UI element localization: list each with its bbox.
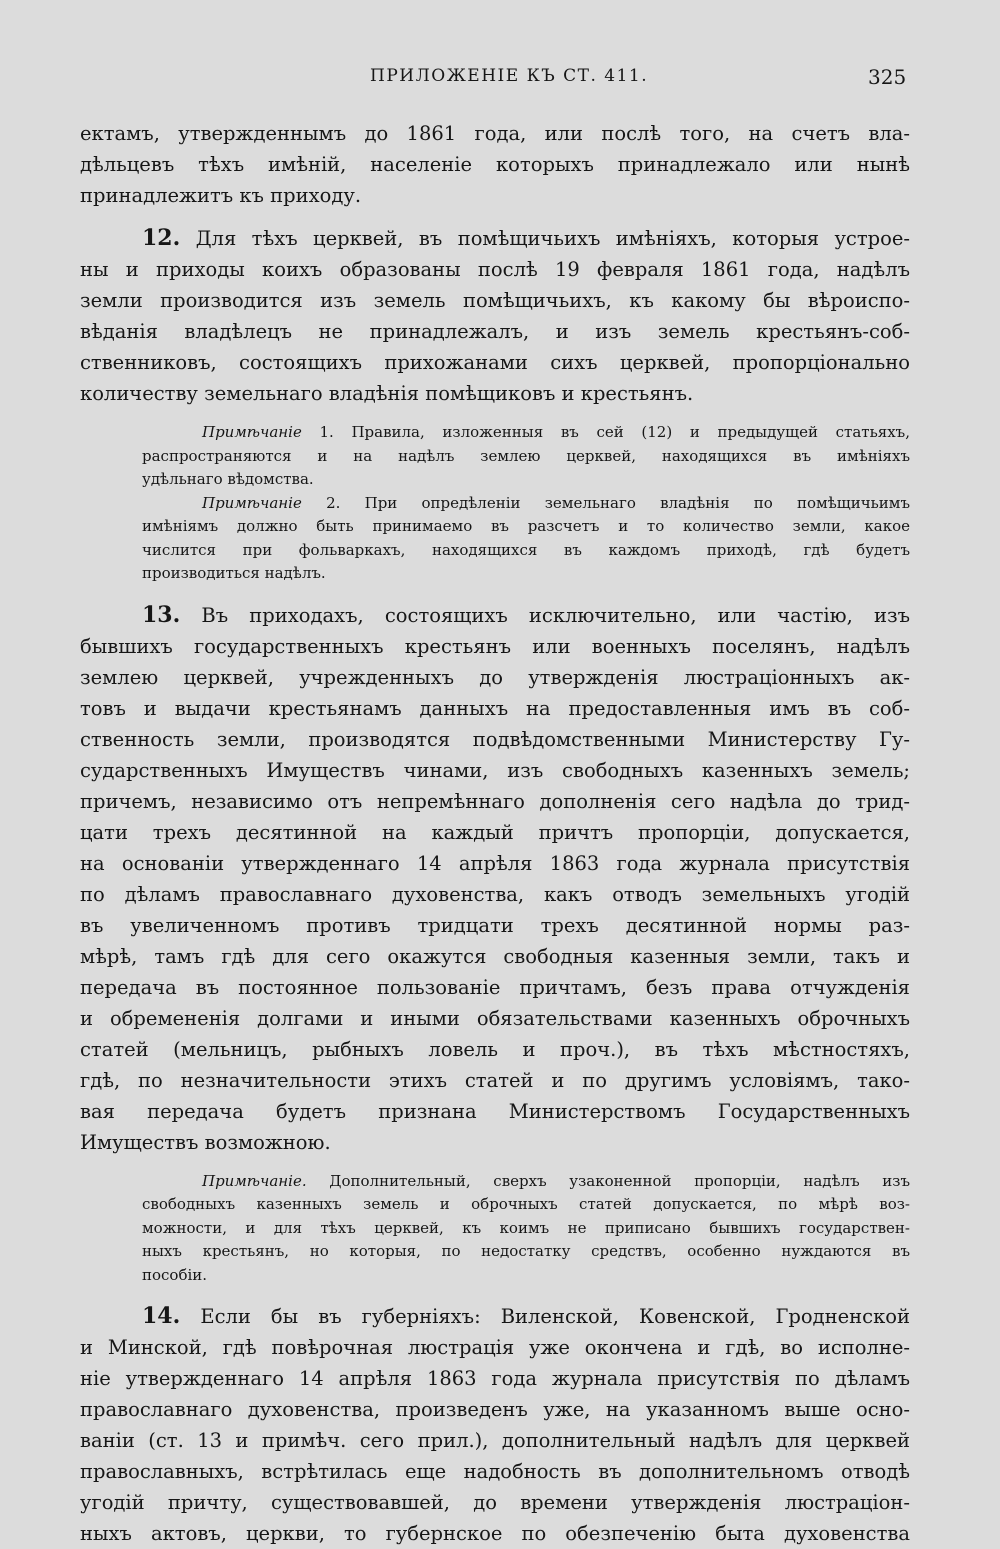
- text-line: гдѣ, по незначительности этихъ статей и по другимъ условіямъ, тако-: [80, 1068, 910, 1092]
- footnote-12-1: [142, 421, 910, 492]
- text-line: ственниковъ, состоящихъ прихожанами сихъ церквей, пропорціонально: [80, 351, 910, 374]
- paragraph-12: [80, 223, 910, 409]
- footnote-13: [142, 1170, 910, 1288]
- text-line: ственность земли, производятся подвѣдомственными Министерству Гу-: [80, 727, 910, 751]
- text-line: и Минской, гдѣ повѣрочная люстрація уже окончена и гдѣ, во исполне-: [80, 1336, 910, 1359]
- note-label: Примѣчаніе: [202, 493, 302, 512]
- note-line: свободныхъ казенныхъ земель и оброчныхъ статей допускается, по мѣрѣ воз-: [142, 1195, 910, 1213]
- note-line: ныхъ крестьянъ, но которыя, по недостатку средствъ, особенно нуждаются въ: [142, 1242, 910, 1260]
- text-line: по дѣламъ православнаго духовенства, какъ отводъ земельныхъ угодій: [80, 882, 910, 906]
- text-line: земли производится изъ земель помѣщичьихъ, къ какому бы вѣроиспо-: [80, 289, 910, 312]
- text-line: дѣльцевъ тѣхъ имѣній, населеніе которыхъ принадлежало или нынѣ: [80, 153, 910, 176]
- text-line: принадлежитъ къ приходу.: [80, 184, 362, 207]
- text-line: передача въ постоянное пользованіе причтамъ, безъ права отчужденія: [80, 975, 910, 999]
- note-line: удѣльнаго вѣдомства.: [142, 470, 314, 488]
- header-title: ПРИЛОЖЕНІЕ КЪ СТ. 411.: [370, 66, 649, 86]
- text-line: угодій причту, существовавшей, до времени утвержденія люстраціон-: [80, 1491, 910, 1514]
- text-line: ектамъ, утвержденнымъ до 1861 года, или послѣ того, на счетъ вла-: [80, 122, 910, 145]
- text-line: 14. Если бы въ губерніяхъ: Виленской, Ковенской, Гродненской: [142, 1303, 910, 1329]
- text-line: бывшихъ государственныхъ крестьянъ или военныхъ поселянъ, надѣлъ: [80, 634, 910, 658]
- article-number: 13.: [142, 601, 181, 628]
- paragraph-13: [80, 600, 910, 1158]
- text-line: ныхъ актовъ, церкви, то губернское по обезпеченію быта духовенства: [80, 1522, 910, 1545]
- text-line: 13. Въ приходахъ, состоящихъ исключительно, или частію, изъ: [142, 601, 910, 628]
- text-line: количеству земельнаго владѣнія помѣщиковъ и крестьянъ.: [80, 382, 694, 405]
- text-line: причемъ, независимо отъ непремѣннаго дополненія сего надѣла до трид-: [80, 789, 910, 813]
- note-line: числится при фольваркахъ, находящихся въ каждомъ приходѣ, гдѣ будетъ: [142, 540, 910, 559]
- note-label: Примѣчаніе: [202, 423, 302, 441]
- text-line: землею церквей, учрежденныхъ до утвержденія люстраціонныхъ ак-: [80, 665, 910, 689]
- text-line: православныхъ, встрѣтилась еще надобность въ дополнительномъ отводѣ: [80, 1460, 910, 1483]
- text-line: мѣрѣ, тамъ гдѣ для сего окажутся свободныя казенныя земли, такъ и: [80, 944, 910, 968]
- text-line: цати трехъ десятинной на каждый причтъ пропорціи, допускается,: [80, 820, 910, 844]
- page-number: 325: [868, 65, 907, 89]
- text-line: вѣданія владѣлецъ не принадлежалъ, и изъ земель крестьянъ-соб-: [80, 320, 910, 343]
- note-line: Примѣчаніе 1. Правила, изложенныя въ сей (12) и предыдущей статьяхъ,: [202, 423, 910, 441]
- note-line: Примѣчаніе. Дополнительный, сверхъ узаконенной пропорціи, надѣлъ изъ: [202, 1171, 910, 1190]
- text-line: Имуществъ возможною.: [80, 1130, 331, 1154]
- note-line: производиться надѣлъ.: [142, 564, 326, 582]
- text-line: ніе утвержденнаго 14 апрѣля 1863 года журнала присутствія по дѣламъ: [80, 1367, 910, 1390]
- text-line: 12. Для тѣхъ церквей, въ помѣщичьихъ имѣніяхъ, которыя устрое-: [142, 225, 910, 251]
- text-line: сударственныхъ Имуществъ чинами, изъ свободныхъ казенныхъ земель;: [80, 758, 910, 782]
- note-line: имѣніямъ должно быть принимаемо въ разсчетъ и то количество земли, какое: [142, 517, 910, 535]
- footnote-12-2: [142, 492, 910, 586]
- text-line: православнаго духовенства, произведенъ уже, на указанномъ выше осно-: [80, 1398, 910, 1421]
- note-line: можности, и для тѣхъ церквей, къ коимъ не приписано бывшихъ государствен-: [142, 1218, 910, 1237]
- paragraph-14: [80, 1301, 910, 1549]
- text-line: товъ и выдачи крестьянамъ данныхъ на предоставленныя имъ въ соб-: [80, 696, 910, 720]
- text-line: ны и приходы коихъ образованы послѣ 19 февраля 1861 года, надѣлъ: [80, 258, 910, 281]
- running-header: [0, 66, 1000, 96]
- text-line: статей (мельницъ, рыбныхъ ловель и проч.), въ тѣхъ мѣстностяхъ,: [80, 1037, 910, 1061]
- note-label: Примѣчаніе.: [202, 1171, 307, 1190]
- paragraph-11-continuation: [80, 118, 910, 211]
- article-number: 14.: [142, 1303, 181, 1329]
- text-line: и обремененія долгами и иными обязательствами казенныхъ оброчныхъ: [80, 1006, 910, 1030]
- text-line: на основаніи утвержденнаго 14 апрѣля 1863 года журнала присутствія: [80, 851, 910, 875]
- text-line: вая передача будетъ признана Министерствомъ Государственныхъ: [80, 1099, 910, 1123]
- note-line: пособіи.: [142, 1265, 208, 1284]
- text-line: ваніи (ст. 13 и примѣч. сего прил.), дополнительный надѣлъ для церквей: [80, 1429, 910, 1452]
- text-line: въ увеличенномъ противъ тридцати трехъ десятинной нормы раз-: [80, 913, 910, 937]
- note-line: распространяются и на надѣлъ землею церквей, находящихся въ имѣніяхъ: [142, 446, 910, 465]
- article-number: 12.: [142, 225, 181, 251]
- note-line: Примѣчаніе 2. При опредѣленіи земельнаго владѣнія по помѣщичьимъ: [202, 493, 910, 512]
- body-text: [80, 118, 910, 1549]
